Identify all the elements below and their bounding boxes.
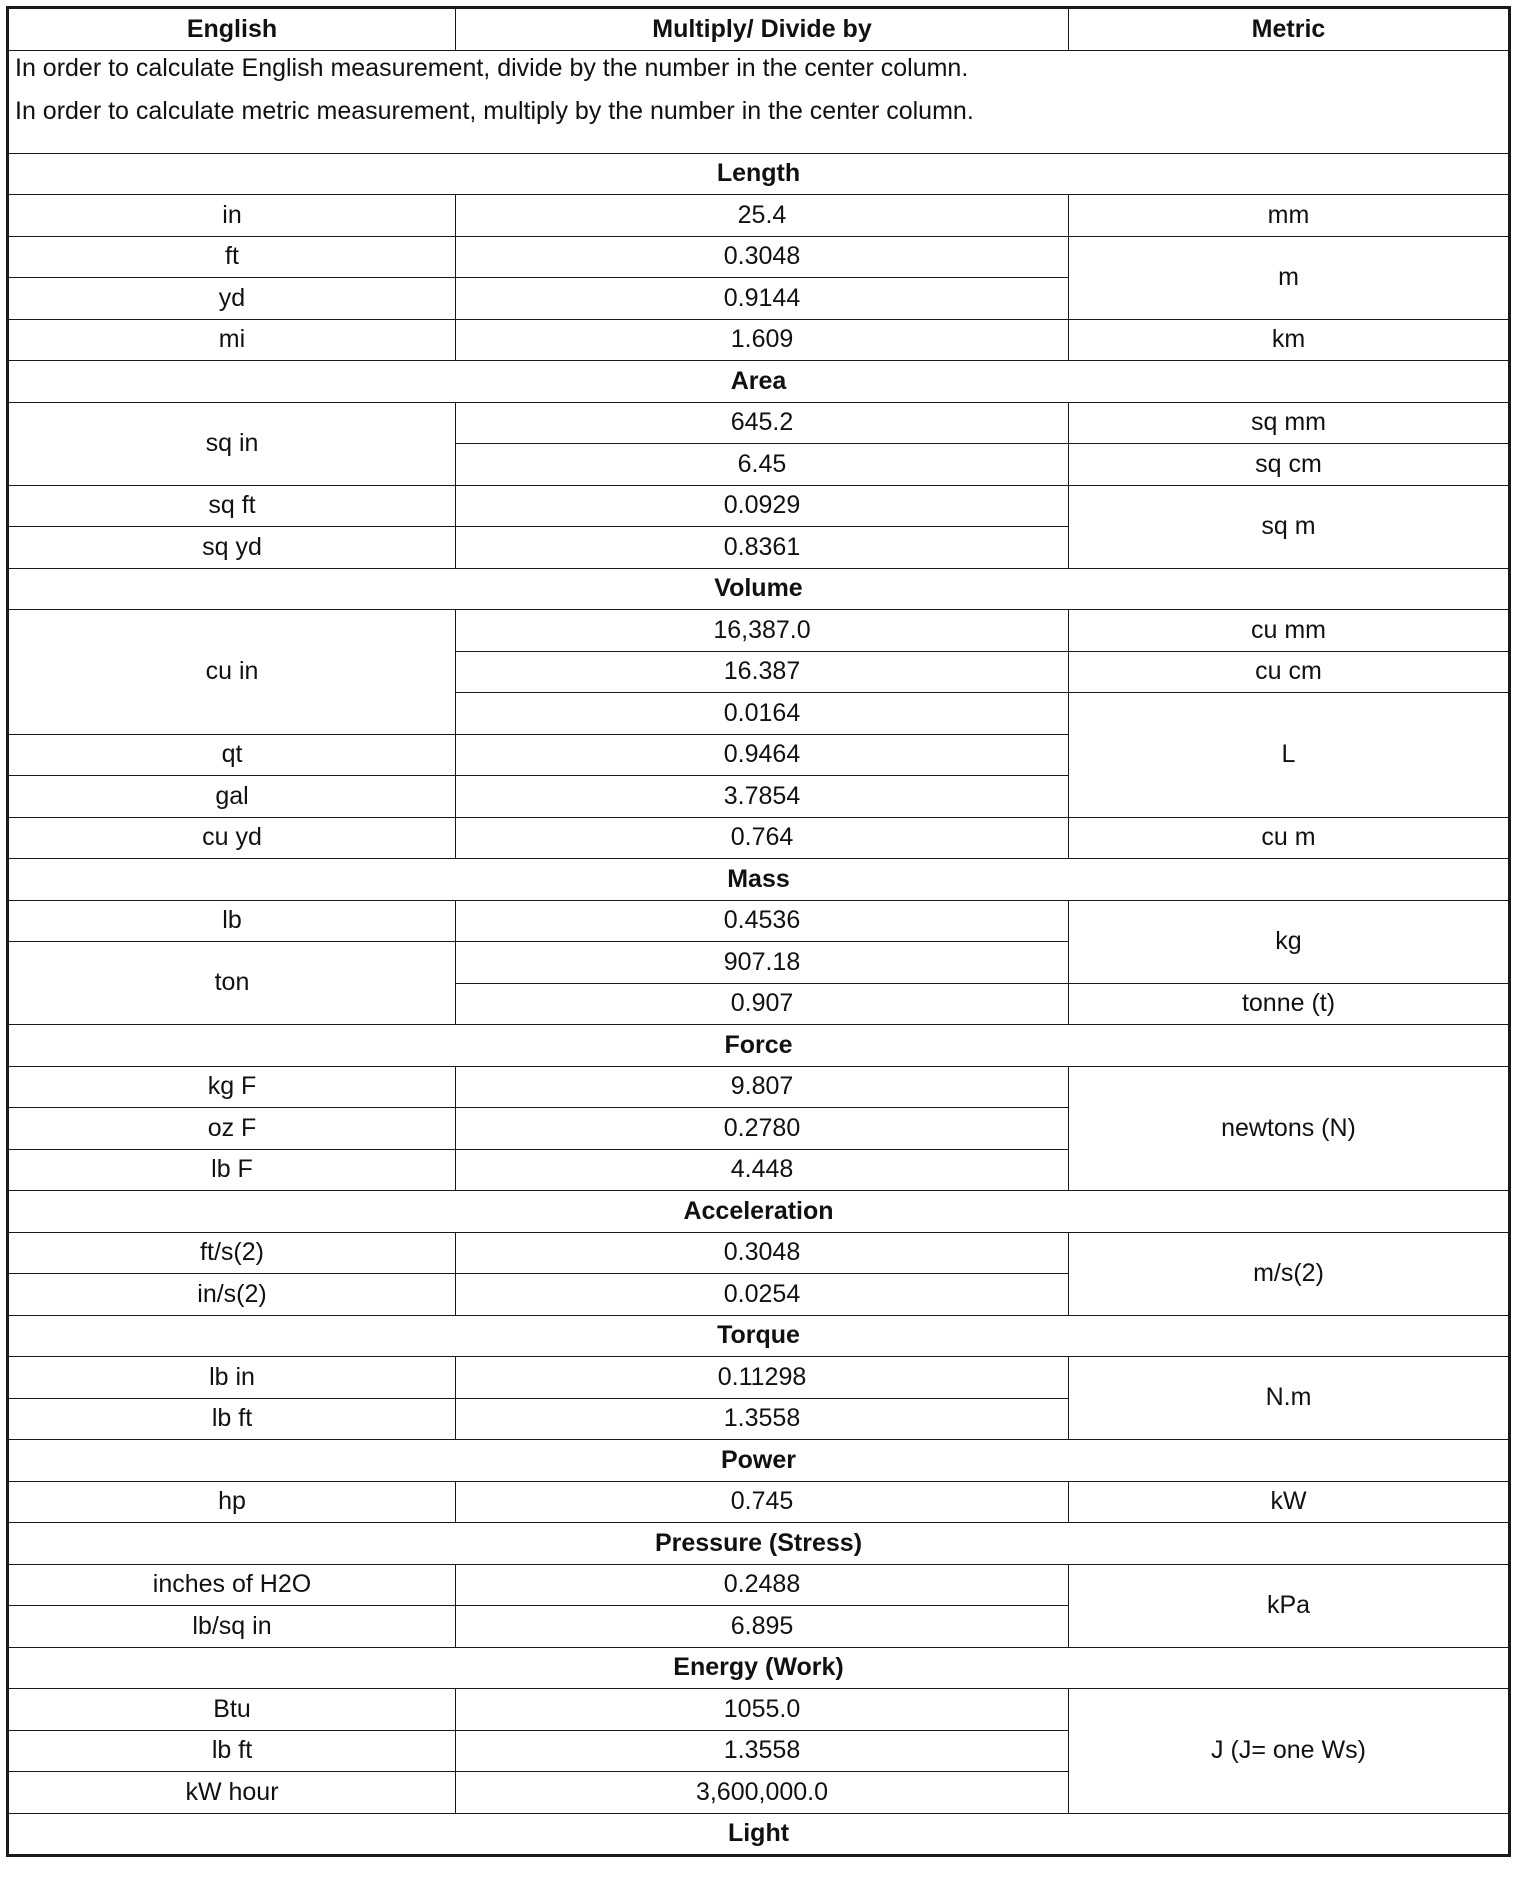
table-row: [8, 1066, 1510, 1108]
metric-unit-cell: sq mm: [1069, 402, 1510, 444]
table-row: [8, 817, 1510, 859]
factor-cell: 6.895: [456, 1606, 1069, 1648]
table-row: [8, 485, 1510, 527]
factor-cell: 645.2: [456, 402, 1069, 444]
header-row: [8, 8, 1510, 51]
metric-unit-cell: N.m: [1069, 1357, 1510, 1440]
factor-cell: 0.9464: [456, 734, 1069, 776]
factor-cell: 3.7854: [456, 776, 1069, 818]
conversion-table: [6, 6, 1511, 1857]
table-row: [8, 1564, 1510, 1606]
english-unit-cell: ft/s(2): [8, 1232, 456, 1274]
section-title: Light: [8, 1813, 1510, 1856]
factor-cell: 0.3048: [456, 236, 1069, 278]
table-row: [8, 900, 1510, 942]
metric-unit-cell: m: [1069, 236, 1510, 319]
section-row: [8, 1523, 1510, 1565]
table-row: [8, 1232, 1510, 1274]
instructions-row: [8, 50, 1510, 153]
factor-cell: 0.2780: [456, 1108, 1069, 1150]
section-row: [8, 1315, 1510, 1357]
metric-unit-cell: mm: [1069, 195, 1510, 237]
factor-cell: 0.764: [456, 817, 1069, 859]
table-row: [8, 1689, 1510, 1731]
factor-cell: 0.3048: [456, 1232, 1069, 1274]
factor-cell: 0.4536: [456, 900, 1069, 942]
english-unit-cell: lb F: [8, 1149, 456, 1191]
factor-cell: 0.2488: [456, 1564, 1069, 1606]
table-row: [8, 319, 1510, 361]
header-factor: Multiply/ Divide by: [456, 8, 1069, 51]
table-row: [8, 1481, 1510, 1523]
english-unit-cell: sq ft: [8, 485, 456, 527]
metric-unit-cell: cu m: [1069, 817, 1510, 859]
english-unit-cell: qt: [8, 734, 456, 776]
english-unit-cell: kg F: [8, 1066, 456, 1108]
section-title: Area: [8, 361, 1510, 403]
instruction-metric: In order to calculate metric measurement, multiply by the number in the center column.: [15, 97, 974, 125]
metric-unit-cell: J (J= one Ws): [1069, 1689, 1510, 1814]
section-title: Power: [8, 1440, 1510, 1482]
section-title: Mass: [8, 859, 1510, 901]
factor-cell: 1.3558: [456, 1730, 1069, 1772]
table-row: [8, 1357, 1510, 1399]
metric-unit-cell: cu cm: [1069, 651, 1510, 693]
metric-unit-cell: sq m: [1069, 485, 1510, 568]
section-title: Volume: [8, 568, 1510, 610]
instructions-cell: [8, 50, 1510, 153]
english-unit-cell: lb in: [8, 1357, 456, 1399]
english-unit-cell: hp: [8, 1481, 456, 1523]
header-english: English: [8, 8, 456, 51]
english-unit-cell: lb ft: [8, 1730, 456, 1772]
conversion-chart: [6, 6, 1508, 1881]
section-title: Length: [8, 153, 1510, 195]
factor-cell: 3,600,000.0: [456, 1772, 1069, 1814]
factor-cell: 16.387: [456, 651, 1069, 693]
english-unit-cell: mi: [8, 319, 456, 361]
section-row: [8, 859, 1510, 901]
section-row: [8, 1440, 1510, 1482]
english-unit-cell: in/s(2): [8, 1274, 456, 1316]
english-unit-cell: in: [8, 195, 456, 237]
factor-cell: 1055.0: [456, 1689, 1069, 1731]
table-row: [8, 610, 1510, 652]
factor-cell: 1.609: [456, 319, 1069, 361]
table-row: [8, 402, 1510, 444]
english-unit-cell: cu yd: [8, 817, 456, 859]
factor-cell: 9.807: [456, 1066, 1069, 1108]
factor-cell: 1.3558: [456, 1398, 1069, 1440]
metric-unit-cell: m/s(2): [1069, 1232, 1510, 1315]
section-row: [8, 153, 1510, 195]
english-unit-cell: sq in: [8, 402, 456, 485]
section-title: Acceleration: [8, 1191, 1510, 1233]
english-unit-cell: oz F: [8, 1108, 456, 1150]
metric-unit-cell: tonne (t): [1069, 983, 1510, 1025]
factor-cell: 16,387.0: [456, 610, 1069, 652]
factor-cell: 0.907: [456, 983, 1069, 1025]
english-unit-cell: sq yd: [8, 527, 456, 569]
metric-unit-cell: kW: [1069, 1481, 1510, 1523]
english-unit-cell: lb: [8, 900, 456, 942]
english-unit-cell: yd: [8, 278, 456, 320]
section-title: Energy (Work): [8, 1647, 1510, 1689]
table-row: [8, 236, 1510, 278]
section-title: Force: [8, 1025, 1510, 1067]
metric-unit-cell: kPa: [1069, 1564, 1510, 1647]
factor-cell: 25.4: [456, 195, 1069, 237]
metric-unit-cell: newtons (N): [1069, 1066, 1510, 1191]
instruction-english: In order to calculate English measurement, divide by the number in the center column.: [15, 53, 969, 82]
section-row: [8, 1025, 1510, 1067]
factor-cell: 6.45: [456, 444, 1069, 486]
english-unit-cell: cu in: [8, 610, 456, 735]
table-row: [8, 195, 1510, 237]
factor-cell: 0.8361: [456, 527, 1069, 569]
factor-cell: 0.11298: [456, 1357, 1069, 1399]
metric-unit-cell: sq cm: [1069, 444, 1510, 486]
table-body: [8, 153, 1510, 1856]
section-title: Torque: [8, 1315, 1510, 1357]
english-unit-cell: Btu: [8, 1689, 456, 1731]
factor-cell: 0.745: [456, 1481, 1069, 1523]
section-row: [8, 361, 1510, 403]
factor-cell: 0.0254: [456, 1274, 1069, 1316]
factor-cell: 4.448: [456, 1149, 1069, 1191]
english-unit-cell: kW hour: [8, 1772, 456, 1814]
metric-unit-cell: L: [1069, 693, 1510, 818]
factor-cell: 0.0929: [456, 485, 1069, 527]
metric-unit-cell: km: [1069, 319, 1510, 361]
section-row: [8, 1813, 1510, 1856]
section-row: [8, 1647, 1510, 1689]
english-unit-cell: ton: [8, 942, 456, 1025]
factor-cell: 907.18: [456, 942, 1069, 984]
english-unit-cell: lb/sq in: [8, 1606, 456, 1648]
english-unit-cell: ft: [8, 236, 456, 278]
english-unit-cell: inches of H2O: [8, 1564, 456, 1606]
metric-unit-cell: cu mm: [1069, 610, 1510, 652]
english-unit-cell: lb ft: [8, 1398, 456, 1440]
factor-cell: 0.9144: [456, 278, 1069, 320]
section-row: [8, 1191, 1510, 1233]
english-unit-cell: gal: [8, 776, 456, 818]
metric-unit-cell: kg: [1069, 900, 1510, 983]
factor-cell: 0.0164: [456, 693, 1069, 735]
section-row: [8, 568, 1510, 610]
header-metric: Metric: [1069, 8, 1510, 51]
section-title: Pressure (Stress): [8, 1523, 1510, 1565]
